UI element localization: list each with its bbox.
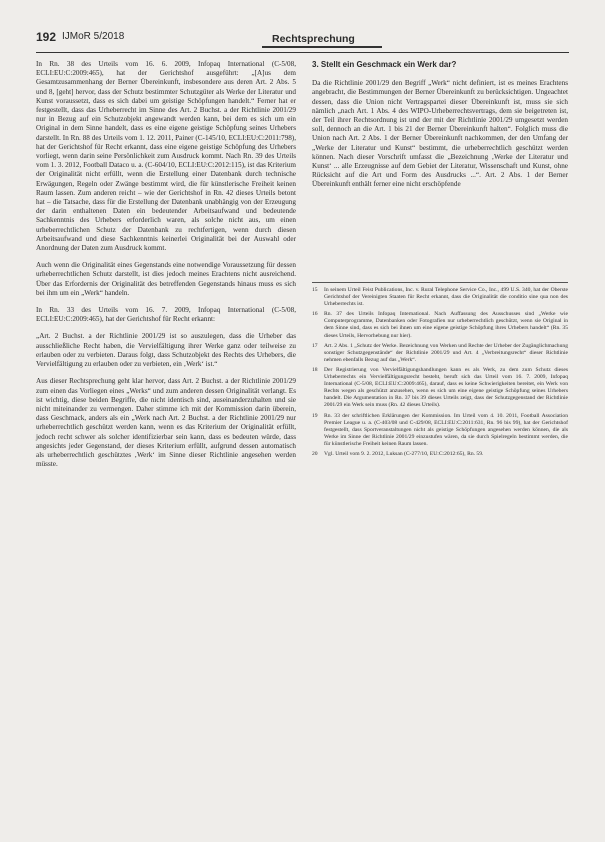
left-column [36,60,296,477]
paragraph: Da die Richtlinie 2001/29 den Begriff „Werk“ nicht definiert, ist es meines Erachtens angebracht, die Bestimmungen der Berner Übereinkunft zu berücksichtigen. Ungeachtet dessen, dass die Union nicht Vertragspartei dieser Übereinkunft ist, muss sie sich nämlich „nach Art. 1 Abs. 4 des WIPO-Urheberrechtsvertrags, dem sie beigetreten ist, der Teil ihrer Rechtsordnung ist und der mit der Richtlinie 2001/29 umgesetzt werden soll, dennoch an die Art. 1 bis 21 der Berner Übereinkunft halten“. Folglich muss die Union nach Art. 2 Abs. 1 der Berner Übereinkunft nachkommen, der den Umfang der „Werke der Literatur und Kunst“ bestimmt, die urheberrechtlich geschützt werden können. Nach dieser Vorschrift umfasst die „Bezeichnung ‚Werke der Literatur und Kunst‘ ... alle Erzeugnisse auf dem Gebiet der Literatur, Wissenschaft und Kunst, ohne Rücksicht auf die Art und Form des Ausdrucks ...“. Art. 2 Abs. 1 der Berner Übereinkunft enthält ferner eine nicht erschöpfende [312,79,568,189]
footnote-text: In seinem Urteil Feist Publications, Inc. v. Rural Telephone Service Co., Inc., 499 U.S. 340, hat der Oberste Gerichtshof der Vereinigten Staaten für Recht erkannt, dass die Originalität die conditio sine qua non des Urheberrechts ist. [324,287,568,308]
journal-name: IJMoR 5/2018 [62,31,125,42]
footnote-number: 19 [312,412,318,419]
footnote-number: 15 [312,287,318,293]
footnote [312,413,568,448]
subsection-heading: 3. Stellt ein Geschmack ein Werk dar? [312,60,457,69]
footnote-text: Rn. 37 des Urteils Infopaq International. Nach Auffassung des Ausschusses sind „Werke wie Computerprogramme, Datenbanken oder Fotografien nur urheberrechtlich geschützt, wenn sie Original in dem Sinne sind, dass es sich bei ihnen um eine eigene geistige Schöpfung ihres Urhebers handelt“ (Rn. 35 dieses Urteils, Hervorhebung nur hier). [324,311,568,339]
section-title: Rechtsprechung [272,33,355,45]
page-number: 192 [36,30,57,44]
footnote [312,287,568,308]
paragraph: Auch wenn die Originalität eines Gegenstands eine notwendige Voraussetzung für dessen urheberrechtlichen Schutz darstellt, ist dies jedoch meines Erachtens nicht ausreichend. Über das Erfordernis der Originalität des betreffenden Gegenstands hinaus muss es sich bei ihm um ein „Werk“ handeln. [36,261,296,297]
paragraph: In Rn. 33 des Urteils vom 16. 7. 2009, Infopaq International (C-5/08, ECLI:EU:C:2009:465), hat der Gerichtshof für Recht erkannt: [36,306,296,324]
footnote [312,451,568,458]
footnote-text: Art. 2 Abs. 1 „Schutz der Werke. Bezeichnung von Werken und Rechte der Urheber der Zugänglichmachung sonstiger Schutzgegenstände“ der Richtlinie 2001/29 und Art. 4 „Verbreitungsrecht“ dieser Richtlinie nehmen ebenfalls Bezug auf das „Werk“. [324,342,568,363]
section-rule [262,46,382,48]
footnote-number: 18 [312,366,318,373]
footnotes [312,282,568,461]
paragraph: In Rn. 38 des Urteils vom 16. 6. 2009, Infopaq International (C-5/08, ECLI:EU:C:2009:465), hat der Gerichtshof ausgeführt: „[A]us dem Gesamtzusammenhang der Berner Übereinkunft, insbesondere aus deren Art. 2 Abs. 5 und 8, [geht] hervor, dass der Schutz bestimmter Schutzgüter als Werke der Literatur und Kunst voraussetzt, dass es sich dabei um geistige Schöpfungen handelt.“ Ferner hat er festgestellt, dass das Urheberrecht im Sinne des Art. 2 Buchst. a der Richtlinie 2001/29 nur in Bezug auf ein Schutzobjekt angewandt werden kann, bei dem es sich um ein Original in dem Sinne handelt, dass es eine eigene geistige Schöpfung seines Urhebers darstellt. In Rn. 88 des Urteils vom 1. 12. 2011, Painer (C-145/10, ECLI:EU:C:2011:798), hat der Gerichtshof für Recht erkannt, dass eine eigene geistige Schöpfung des Urhebers vorliegt, wenn darin seine Persönlichkeit zum Ausdruck kommt. Nach Rn. 39 des Urteils vom 1. 3. 2012, Football Dataco u. a. (C-604/10, ECLI:EU:C:2012:115), ist das Kriterium der Originalität nicht erfüllt, wenn die Erstellung einer Datenbank durch technische Erwägungen, Regeln oder Zwänge bestimmt wird, die für künstlerische Freiheit keinen Raum lassen. Zum anderen reicht – wie der Gerichtshof in Rn. 42 dieses Urteils betont hat – die Tatsache, dass für die Erstellung der Datenbank unabhängig von der Erzeugung der darin enthaltenen Daten ein bedeutender Arbeitsaufwand und bedeutende Sachkenntnis des Urhebers erforderlich waren, als solche nicht aus, um einen urheberrechtlichen Schutz der Datenbank zu rechtfertigen, wenn durch diesen Arbeitsaufwand und diese Sachkenntnis keinerlei Originalität bei der Auswahl oder Anordnung der Daten zum Ausdruck kommt. [36,60,296,253]
footnote [312,367,568,410]
paragraph: Aus dieser Rechtsprechung geht klar hervor, dass Art. 2 Buchst. a der Richtlinie 2001/29 zum einen das Vorliegen eines „Werks“ und zum anderen dessen Originalität verlangt. Es ist wichtig, diese beiden Begriffe, die nicht identisch sind, auseinanderzuhalten und sie nicht miteinander zu vermengen. Daher stimme ich mit der Kommission darin überein, dass Geschmack, anders als ein „Werk nach Art. 2 Buchst. a der Richtlinie 2001/29 nur urheberrechtlich geschützt werden kann, wenn es das Kriterium der Originalität erfüllt, jedoch recht schwer als solcher identifizierbar sein kann, dass es bedeuten würde, dass angesichts jeder Gegenstand, der dieses Kriterium erfüllt, aufgrund dessen automatisch als urheberrechtlich geschütztes ‚Werk‘ im Sinne dieser Richtlinie angesehen werden müsste. [36,377,296,469]
right-column [312,60,568,198]
footnote [312,311,568,339]
footnote-text: Der Registrierung von Vervielfältigungshandlungen kann es als Werk, zu dem zum Schutz dieses Urheberrechts ein Vervielfältigungsrecht besteht, beruft sich das Urteil vom 16. 7. 2009, Infopaq International (C-5/08, ECLI:EU:C:2009:465), darauf, dass es keine Schwierigkeiten bereitet, ein Werk von Rechts wegen als geschützt anzusehen, wenn es sich um eine eigene geistige Schöpfung seines Urhebers handelt. Die Argumentation in Rn. 37 bis 39 dieses Urteils zeigt, dass der Schutzgegenstand der Richtlinie 2001/29 ein Werk sein muss (Rn. 42 dieses Urteils). [324,366,568,409]
footnote [312,343,568,364]
footnote-number: 17 [312,342,318,349]
footnote-number: 20 [312,450,318,457]
block-quote: „Art. 2 Buchst. a der Richtlinie 2001/29 ist so auszulegen, dass die Urheber das ausschließliche Recht haben, die Vervielfältigung ihrer Werke ganz oder teilweise zu erlauben oder zu verbieten. Daraus folgt, dass Schutzobjekt des Rechts des Urhebers, die Vervielfältigung zu erlauben oder zu verbieten, ein ‚Werk‘ ist.“ [36,332,296,369]
page-header [36,30,569,53]
footnote-number: 16 [312,311,318,318]
footnote-text: Rn. 33 der schriftlichen Erklärungen der Kommission. Im Urteil vom 4. 10. 2011, Football Association Premier League u. a. (C-403/08 und C-429/08, ECLI:EU:C:2011:631, Rn. 96 bis 99), hat der Gerichtshof festgestellt, dass Sportveranstaltungen nicht als geistige Schöpfungen angesehen werden können, die als Werke im Sinne der Richtlinie 2001/29 einzustufen wären, da sie durch Spielregeln bestimmt werden, die für künstlerische Freiheit keinen Raum lassen. [324,412,568,447]
footnote-text: Vgl. Urteil vom 9. 2. 2012, Luksan (C-277/10, EU:C:2012:65), Rn. 59. [324,450,484,457]
